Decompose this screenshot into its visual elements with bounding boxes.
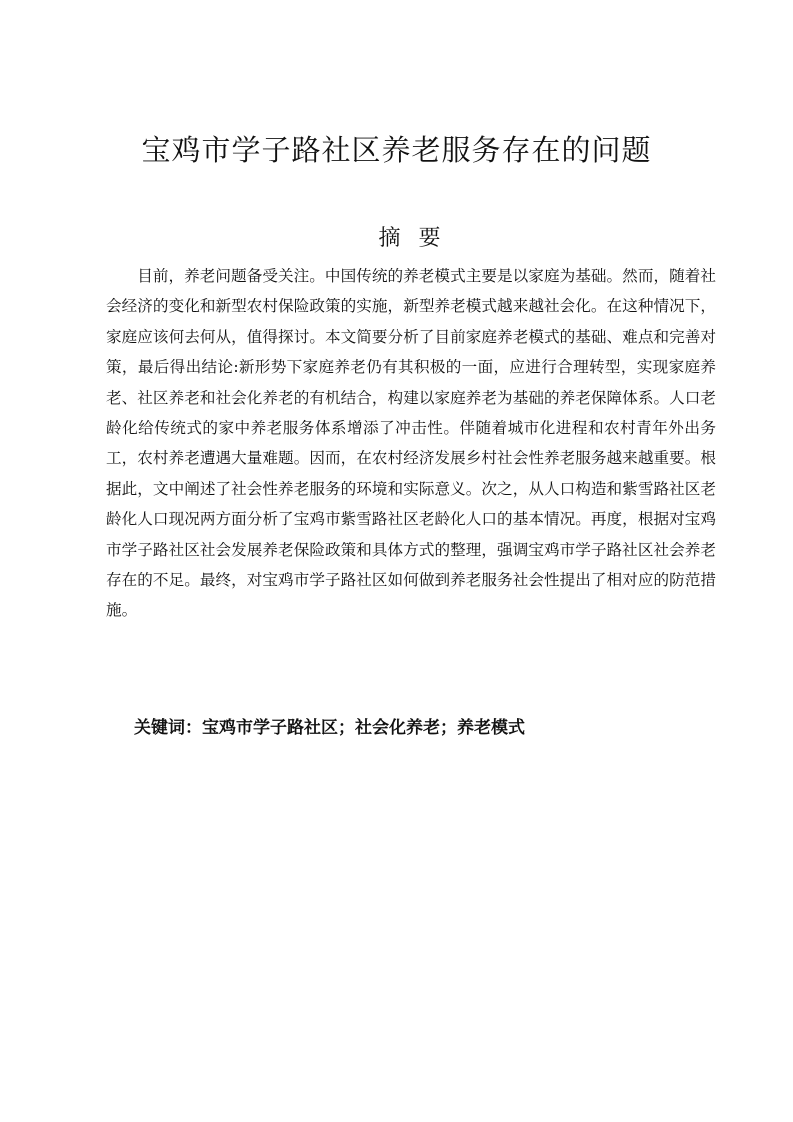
abstract-heading: 摘要 [378,226,459,251]
document-title: 宝鸡市学子路社区养老服务存在的问题 [141,133,652,167]
abstract-body: 目前，养老问题备受关注。中国传统的养老模式主要是以家庭为基础。然而，随着社会经济的变化和新型农村保险政策的实施，新型养老模式越来越社会化。在这种情况下，家庭应该何去何从，值得探讨。本文简要分析了目前家庭养老模式的基础、难点和完善对策，最后得出结论:新形势下家庭养老仍有其积极的一面，应进行合理转型，实现家庭养老、社区养老和社会化养老的有机结合，构建以家庭养老为基础的养老保障体系。人口老龄化给传统式的家中养老服务体系增添了冲击性。伴随着城市化进程和农村青年外出务工，农村养老遭遇大量难题。因而，在农村经济发展乡村社会性养老服务越来越重要。根据此，文中阐述了社会性养老服务的环境和实际意义。次之，从人口构造和紫雪路社区老龄化人口现况两方面分析了宝鸡市紫雪路社区老龄化人口的基本情况。再度，根据对宝鸡市学子路社区社会发展养老保险政策和具体方式的整理，强调宝鸡市学子路社区社会养老存在的不足。最终，对宝鸡市学子路社区如何做到养老服务社会性提出了相对应的防范措施。 [106,267,716,620]
keywords-line: 关键词：宝鸡市学子路社区；社会化养老；养老模式 [134,718,525,738]
